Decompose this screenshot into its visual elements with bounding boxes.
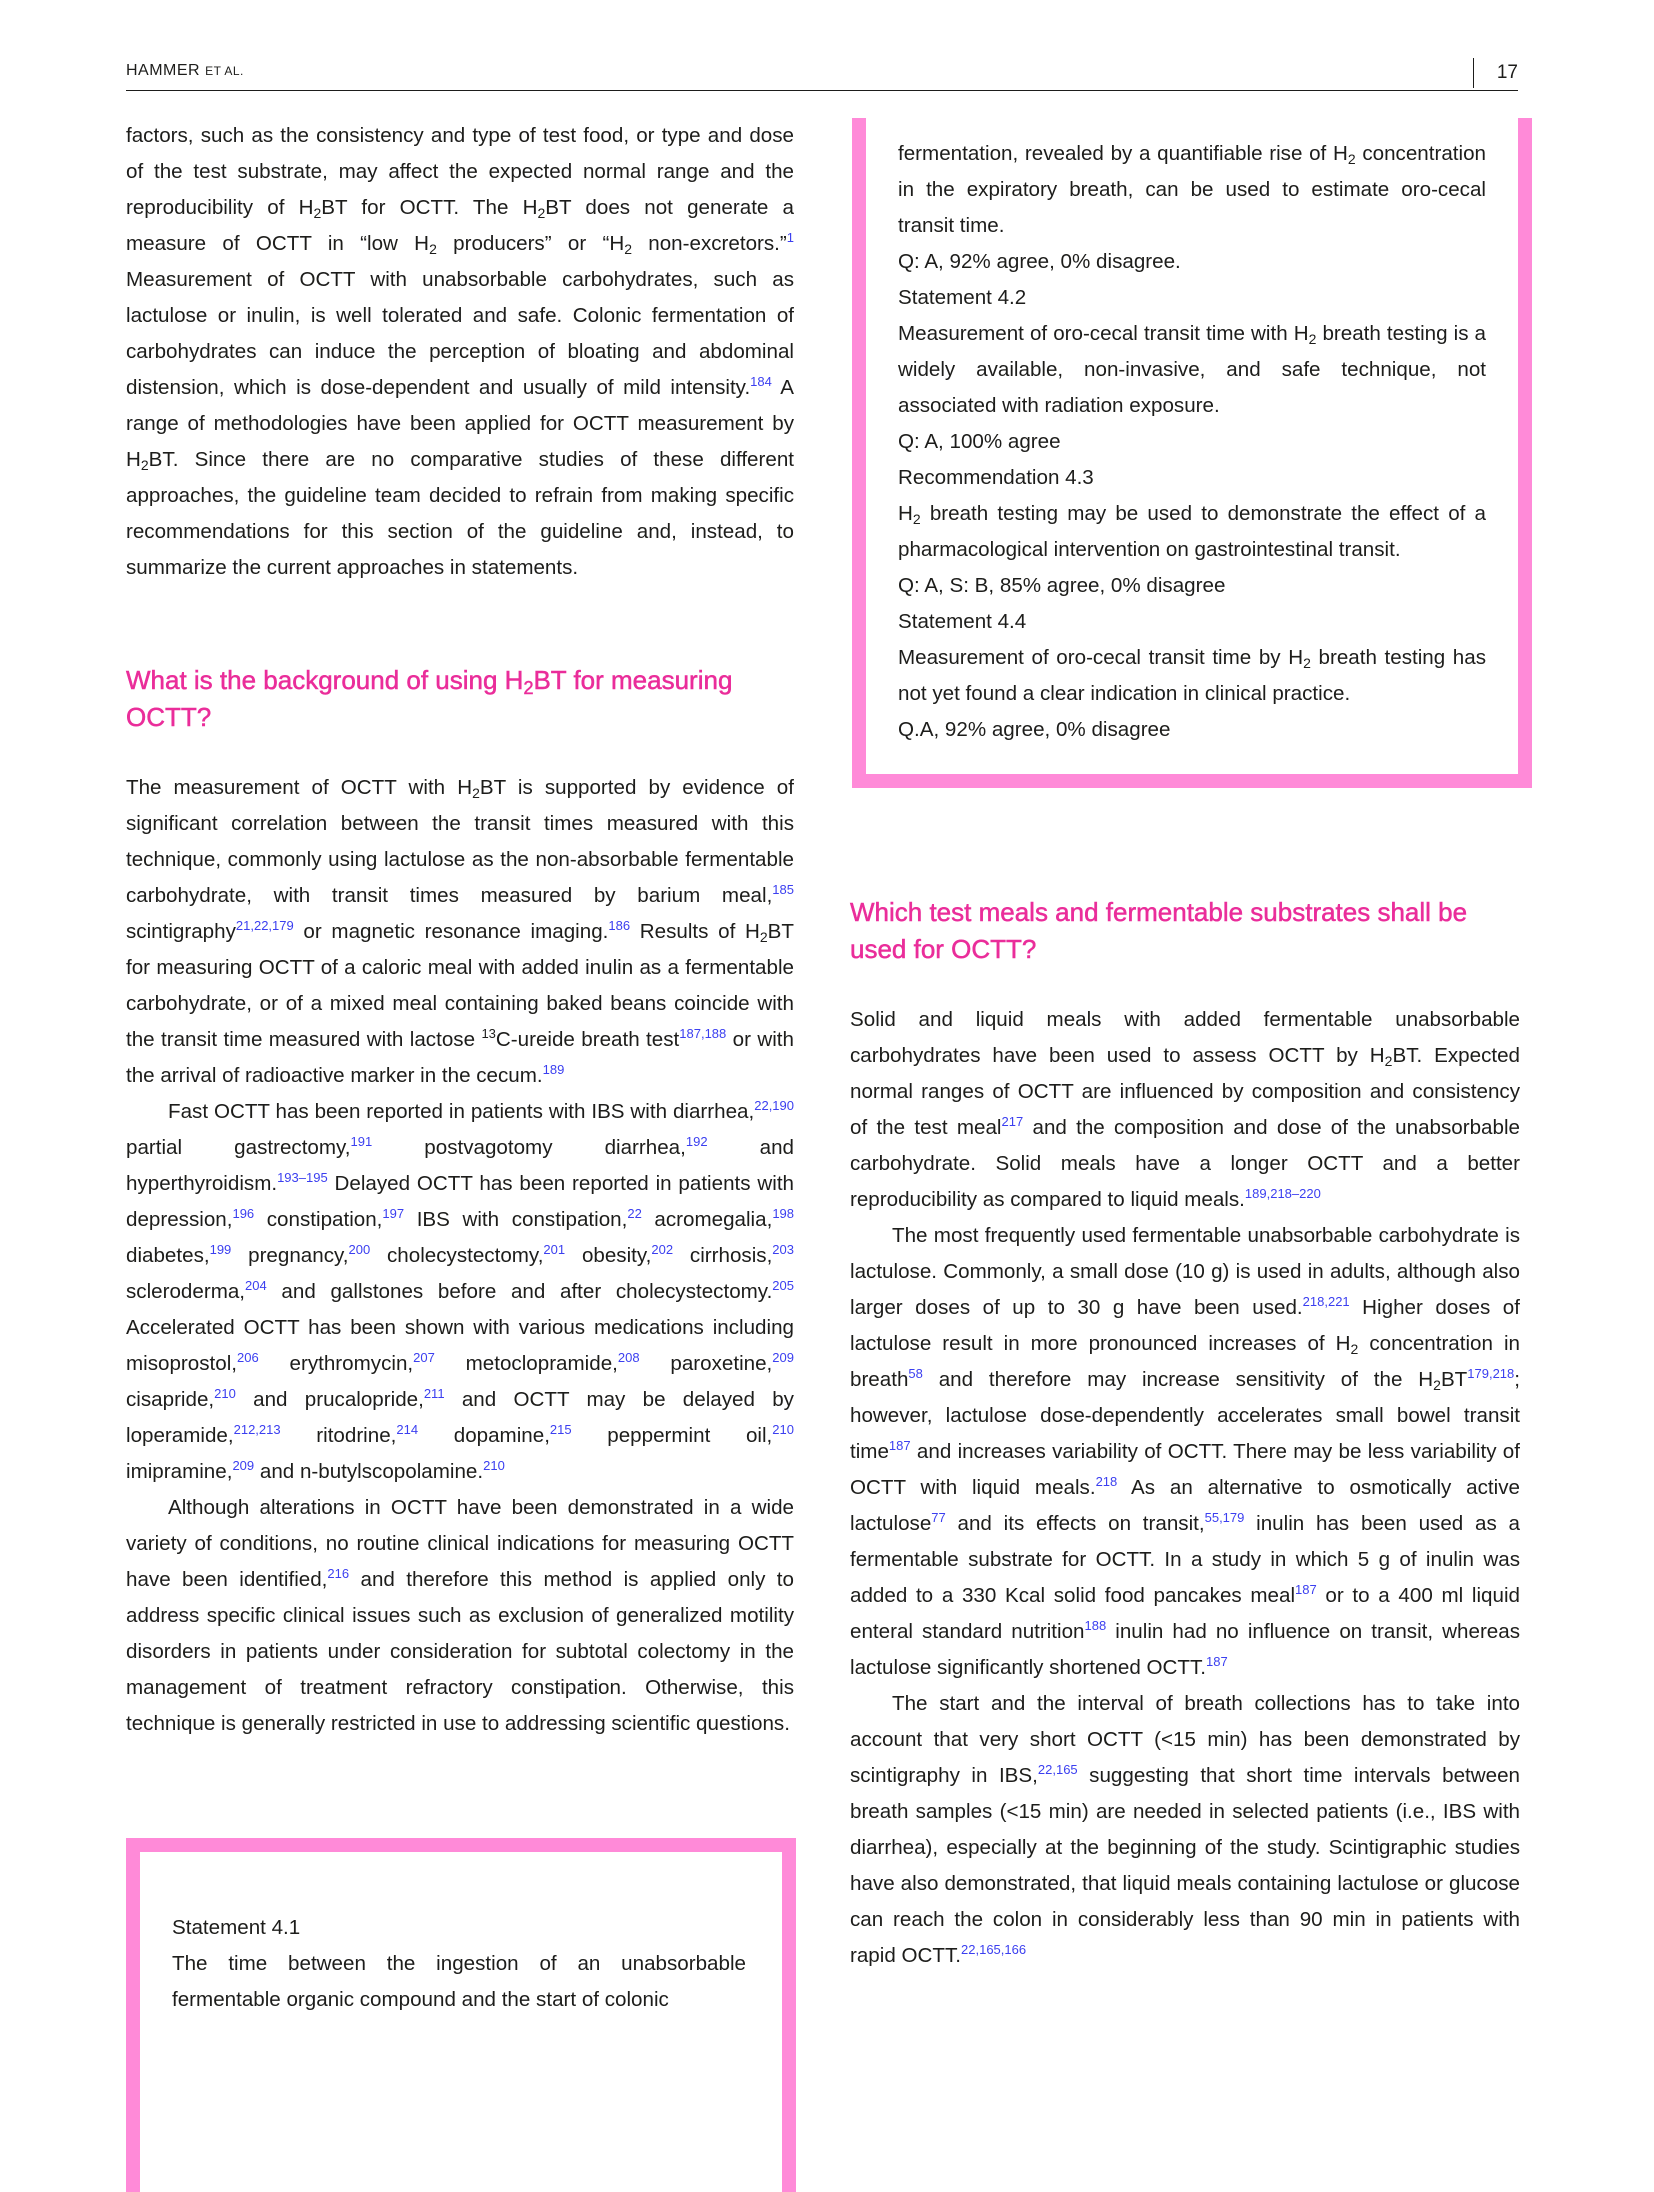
- citation-link[interactable]: 1: [786, 230, 794, 245]
- citation-link[interactable]: 202: [651, 1242, 674, 1257]
- quality-rating: Q: A, 92% agree, 0% disagree.: [898, 250, 1181, 273]
- citation-link[interactable]: 196: [232, 1206, 255, 1221]
- citation-link[interactable]: 22,165,166: [961, 1942, 1027, 1957]
- citation-link[interactable]: 209: [772, 1350, 794, 1365]
- citation-link[interactable]: 21,22,179: [235, 918, 294, 933]
- paragraph-alterations: Although alterations in OCTT have been demonstrated in a wide variety of conditions, no routine clinical indications for measuring OCTT have been identified,$^{216}$ and therefore this method is applied only to address specific clinical issues such as exclusion of generalized motility disorders in patients under consideration for subtotal colectomy in the management of treatment refractory constipation. Otherwise, this technique is generally restricted in use to addressing scientific questions.: [126, 1496, 794, 1735]
- citation-link[interactable]: 217: [1001, 1114, 1024, 1129]
- statement-title: Statement 4.1: [172, 1916, 301, 1939]
- statement-title: Statement 4.2: [898, 286, 1027, 309]
- citation-link[interactable]: 206: [237, 1350, 259, 1365]
- paragraph-factors: factors, such as the consistency and type of test food, or type and dose of the test substrate, may affect the expected normal range and the reproducibility of $H_2BT$ for OCTT. The $H_2BT$ does not generate a measure of OCTT in “low $H_2$ producers” or “$H_2$ non-excretors.”$^1$ Measurement of OCTT with unabsorbable carbohydrates, such as lactulose or inulin, is well tolerated and safe. Colonic fermentation of carbohydrates can induce the perception of bloating and abdominal distension, which is dose-dependent and usually of mild intensity.$^{184}$ A range of methodologies have been applied for OCTT measurement by $H_2BT$. Since there are no comparative studies of these different approaches, the guideline team decided to refrain from making specific recommendations for this section of the guideline and, instead, to summarize the current approaches in statements.: [126, 124, 795, 579]
- statement-text: Measurement of oro-cecal transit time by $H_2$ breath testing has not yet found a clear indication in clinical practice.: [898, 646, 1487, 705]
- section-heading-background: What is the background of using $H_2BT$ for measuring OCTT?: [126, 665, 733, 732]
- citation-link[interactable]: 187: [1295, 1582, 1317, 1597]
- citation-link[interactable]: 187,188: [679, 1026, 727, 1041]
- paragraph-fast-octt: Fast OCTT has been reported in patients with IBS with diarrhea,$^{22,190}$ partial gastrectomy,$^{191}$ postvagotomy diarrhea,$^{192}$ and hyperthyroidism.$^{193-195}$ Delayed OCTT has been reported in patients with depression,$^{196}$ constipation,$^{197}$ IBS with constipation,$^{22}$ acromegalia,$^{198}$ diabetes,$^{199}$ pregnancy,$^{200}$ cholecystectomy,$^{201}$ obesity,$^{202}$ cirrhosis,$^{203}$ scleroderma,$^{204}$ and gallstones before and after cholecystectomy.$^{205}$ Accelerated OCTT has been shown with various medications including misoprostol,$^{206}$ erythromycin,$^{207}$ metoclopramide,$^{208}$ paroxetine,$^{209}$ cisapride,$^{210}$ and prucalopride,$^{211}$ and OCTT may be delayed by loperamide,$^{212,213}$ ritodrine,$^{214}$ dopamine,$^{215}$ peppermint oil,$^{210}$ imipramine,$^{209}$ and n-butylscopolamine.$^{210}$: [126, 1098, 795, 1483]
- citation-link[interactable]: 207: [413, 1350, 435, 1365]
- recommendation-title: Recommendation 4.3: [898, 466, 1094, 489]
- statement-title: Statement 4.4: [898, 610, 1027, 633]
- citation-link[interactable]: 210: [483, 1458, 505, 1473]
- statement-box-continued: [852, 118, 1532, 788]
- paragraph-breath-intervals: The start and the interval of breath collections has to take into account that very short OCTT (<15 min) has been demonstrated by scintigraphy in IBS,$^{22,165}$ suggesting that short time intervals between breath samples (<15 min) are needed in selected patients (i.e., IBS with diarrhea), especially at the beginning of the study. Scintigraphic studies have also demonstrated, that liquid meals containing lactulose or glucose can reach the colon in considerably less than 90 min in patients with rapid OCTT.$^{22,165,166}$: [850, 1692, 1520, 1967]
- citation-link[interactable]: 192: [685, 1134, 708, 1149]
- citation-link[interactable]: 203: [772, 1242, 794, 1257]
- citation-link[interactable]: 22,190: [754, 1098, 794, 1113]
- citation-link[interactable]: 214: [396, 1422, 419, 1437]
- citation-link[interactable]: 205: [772, 1278, 794, 1293]
- statement-box-4-1: [126, 1838, 796, 2192]
- statement-text: fermentation, revealed by a quantifiable rise of $H_2$ concentration in the expiratory breath, can be used to estimate oro-cecal transit time.: [898, 142, 1486, 237]
- citation-link[interactable]: 212,213: [233, 1422, 281, 1437]
- citation-link[interactable]: 200: [348, 1242, 371, 1257]
- citation-link[interactable]: 218: [1095, 1474, 1118, 1489]
- citation-link[interactable]: 218,221: [1302, 1294, 1350, 1309]
- citation-link[interactable]: 204: [245, 1278, 267, 1293]
- quality-rating: Q.A, 92% agree, 0% disagree: [898, 718, 1171, 741]
- citation-link[interactable]: 187: [1205, 1654, 1228, 1669]
- recommendation-text: $H_2$ breath testing may be used to demonstrate the effect of a pharmacological intervention on gastrointestinal transit.: [898, 502, 1486, 561]
- citation-link[interactable]: 210: [772, 1422, 794, 1437]
- running-author: HAMMER ET AL.: [126, 62, 244, 79]
- right-column: [850, 894, 1520, 1974]
- paragraph-solid-liquid: Solid and liquid meals with added fermentable unabsorbable carbohydrates have been used to assess OCTT by $H_2BT$. Expected normal ranges of OCTT are influenced by composition and consistency of the test meal$^{217}$ and the composition and dose of the unabsorbable carbohydrate. Solid meals have a longer OCTT and a better reproducibility as compared to liquid meals.$^{189,218-220}$: [850, 1008, 1521, 1211]
- citation-link[interactable]: 55,179: [1204, 1510, 1245, 1525]
- citation-link[interactable]: 184: [750, 374, 772, 389]
- citation-link[interactable]: 197: [382, 1206, 405, 1221]
- citation-link[interactable]: 77: [931, 1510, 946, 1525]
- left-column: [126, 118, 794, 1742]
- citation-link[interactable]: 199: [209, 1242, 232, 1257]
- quality-rating: Q: A, S: B, 85% agree, 0% disagree: [898, 574, 1226, 597]
- citation-link[interactable]: 22: [627, 1206, 642, 1221]
- citation-link[interactable]: 189,218–220: [1244, 1186, 1321, 1201]
- section-heading-test-meals: Which test meals and fermentable substrates shall be used for OCTT?: [850, 897, 1468, 964]
- statement-text: Measurement of oro-cecal transit time with $H_2$ breath testing is a widely available, non-invasive, and safe technique, not associated with radiation exposure.: [898, 322, 1487, 417]
- paragraph-measurement: The measurement of OCTT with $H_2BT$ is supported by evidence of significant correlation between the transit times measured with this technique, commonly using lactulose as the non-absorbable fermentable carbohydrate, with transit times measured by barium meal,$^{185}$ scintigraphy$^{21,22,179}$ or magnetic resonance imaging.$^{186}$ Results of $H_2BT$ for measuring OCTT of a caloric meal with added inulin as a fermentable carbohydrate, or of a mixed meal containing baked beans coincide with the transit time measured with lactose $^{13}$C-ureide breath test$^{187,188}$ or with the arrival of radioactive marker in the cecum.$^{189}$: [126, 776, 794, 1087]
- running-header: [126, 58, 1518, 91]
- citation-link[interactable]: 22,165: [1037, 1762, 1078, 1777]
- citation-link[interactable]: 187: [888, 1438, 911, 1453]
- citation-link[interactable]: 185: [772, 882, 794, 897]
- citation-link[interactable]: 198: [772, 1206, 795, 1221]
- citation-link[interactable]: 209: [232, 1458, 255, 1473]
- citation-link[interactable]: 208: [617, 1350, 640, 1365]
- citation-link[interactable]: 210: [214, 1386, 236, 1401]
- citation-link[interactable]: 188: [1084, 1618, 1107, 1633]
- citation-link[interactable]: 179,218: [1467, 1366, 1515, 1381]
- quality-rating: Q: A, 100% agree: [898, 430, 1061, 453]
- citation-link[interactable]: 191: [350, 1134, 373, 1149]
- page-number: 17: [1473, 58, 1518, 88]
- citation-link[interactable]: 216: [327, 1566, 350, 1581]
- citation-link[interactable]: 193–195: [277, 1170, 328, 1185]
- statement-text: The time between the ingestion of an unabsorbable fermentable organic compound and the start of colonic: [172, 1952, 746, 2011]
- citation-link[interactable]: 186: [608, 918, 631, 933]
- citation-link[interactable]: 189: [542, 1062, 565, 1077]
- citation-link[interactable]: 58: [908, 1366, 923, 1381]
- citation-link[interactable]: 215: [549, 1422, 572, 1437]
- paragraph-lactulose: The most frequently used fermentable unabsorbable carbohydrate is lactulose. Commonly, a small dose (10 g) is used in adults, although also larger doses of up to 30 g have been used.$^{218,221}$ Higher doses of lactulose result in more pronounced increases of $H_2$ concentration in breath$^{58}$ and therefore may increase sensitivity of the $H_2BT^{179,218}$; however, lactulose dose-dependently accelerates small bowel transit time$^{187}$ and increases variability of OCTT. There may be less variability of OCTT with liquid meals.$^{218}$ As an alternative to osmotically active lactulose$^{77}$ and its effects on transit,$^{55,179}$ inulin has been used as a fermentable substrate for OCTT. In a study in which 5 g of inulin was added to a 330 Kcal solid food pancakes meal$^{187}$ or to a 400 ml liquid enteral standard nutrition$^{188}$ inulin had no influence on transit, whereas lactulose significantly shortened OCTT.$^{187}$: [850, 1224, 1521, 1679]
- citation-link[interactable]: 211: [423, 1386, 445, 1401]
- citation-link[interactable]: 201: [543, 1242, 566, 1257]
